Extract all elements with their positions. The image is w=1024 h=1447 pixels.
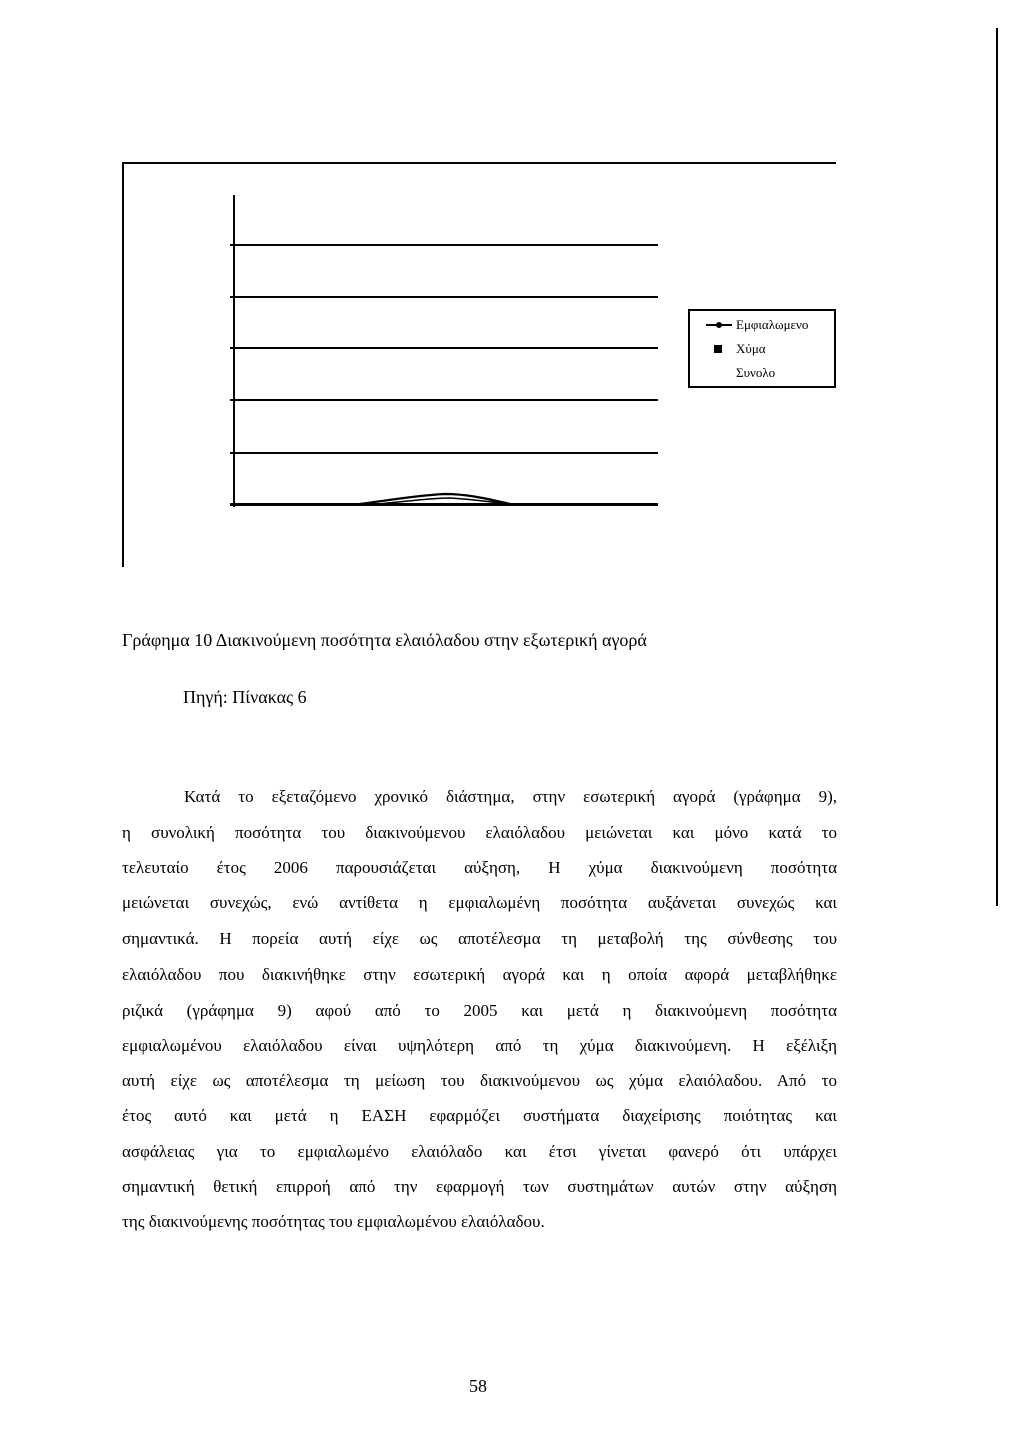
- paragraph-line: Κατά το εξεταζόμενο χρονικό διάστημα, στην εσωτερική αγορά (γράφημα 9),: [184, 787, 837, 806]
- chart-gridline: [230, 399, 658, 401]
- legend-square-icon: [702, 339, 734, 359]
- legend-line-dot-icon: [702, 315, 734, 335]
- chart-gridline: [230, 244, 658, 246]
- legend-item: [690, 339, 834, 359]
- figure-caption: Γράφημα 10 Διακινούμενη ποσότητα ελαιόλαδου στην εξωτερική αγορά: [122, 630, 647, 650]
- paragraph-line: μειώνεται συνεχώς, ενώ αντίθετα η εμφιαλωμένη ποσότητα αυξάνεται συνεχώς και: [122, 893, 837, 912]
- chart-y-axis: [233, 195, 235, 507]
- paragraph-line: ελαιόλαδου που διακινήθηκε στην εσωτερική αγορά και η οποία αφορά μεταβλήθηκε: [122, 965, 837, 984]
- chart-series-lines: [230, 480, 660, 510]
- chart-legend: [688, 309, 836, 388]
- chart-gridline: [230, 452, 658, 454]
- paragraph-line: εμφιαλωμένου ελαιόλαδου είναι υψηλότερη από τη χύμα διακινούμενη. Η εξέλιξη: [122, 1036, 837, 1055]
- chart-gridline: [230, 347, 658, 349]
- chart-frame-left: [122, 162, 124, 567]
- paragraph-line: έτος αυτό και μετά η ΕΑΣΗ εφαρμόζει συστήματα διαχείρισης ποιότητας και: [122, 1106, 837, 1125]
- paragraph-line: ασφάλειας για το εμφιαλωμένο ελαιόλαδο και έτσι γίνεται φανερό ότι υπάρχει: [122, 1142, 837, 1161]
- legend-label: Συνολο: [736, 365, 776, 380]
- chart-gridline: [230, 296, 658, 298]
- legend-item: [690, 315, 834, 335]
- legend-label: Εμφιαλωμενο: [736, 317, 809, 332]
- figure-source: Πηγή: Πίνακας 6: [183, 687, 307, 707]
- paragraph-line: σημαντική θετική επιρροή από την εφαρμογή των συστημάτων αυτών στην αύξηση: [122, 1177, 837, 1196]
- page-right-rule: [996, 28, 998, 906]
- legend-item: [690, 363, 834, 383]
- page-number: 58: [469, 1376, 487, 1396]
- chart-frame-top: [122, 162, 836, 164]
- paragraph-line: ριζικά (γράφημα 9) αφού από το 2005 και μετά η διακινούμενη ποσότητα: [122, 1001, 837, 1020]
- paragraph-line: της διακινούμενης ποσότητας του εμφιαλωμένου ελαιόλαδου.: [122, 1212, 545, 1231]
- paragraph-line: σημαντικά. Η πορεία αυτή είχε ως αποτέλεσμα τη μεταβολή της σύνθεσης του: [122, 929, 837, 948]
- paragraph-line: τελευταίο έτος 2006 παρουσιάζεται αύξηση, Η χύμα διακινούμενη ποσότητα: [122, 858, 837, 877]
- paragraph-line: η συνολική ποσότητα του διακινούμενου ελαιόλαδου μειώνεται και μόνο κατά το: [122, 823, 837, 842]
- paragraph-line: αυτή είχε ως αποτέλεσμα τη μείωση του διακινούμενου ως χύμα ελαιόλαδου. Από το: [122, 1071, 837, 1090]
- legend-label: Χύμα: [736, 341, 766, 356]
